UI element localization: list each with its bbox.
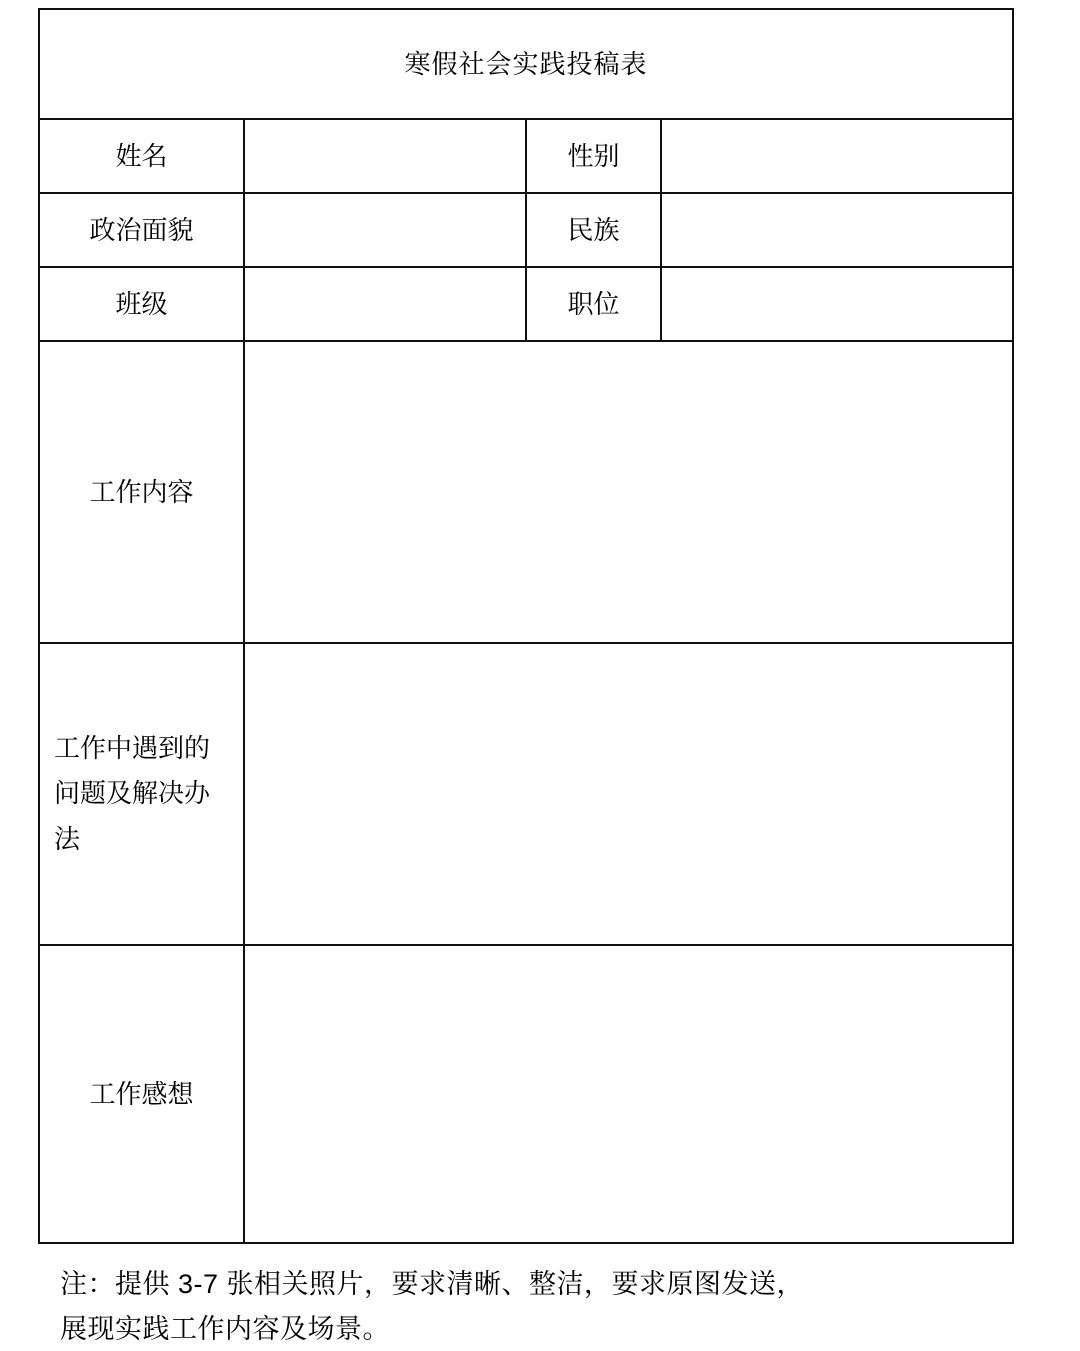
form-note [60, 1262, 1010, 1351]
label-ethnicity: 民族 [526, 193, 661, 267]
table-row-reflections [39, 945, 1013, 1243]
table-row-name-gender [39, 119, 1013, 193]
field-work-content-value[interactable] [244, 341, 1013, 643]
field-name-value[interactable] [244, 119, 526, 193]
label-reflections: 工作感想 [39, 945, 244, 1243]
field-position-value[interactable] [661, 267, 1013, 341]
label-political-status: 政治面貌 [39, 193, 244, 267]
field-political-status-value[interactable] [244, 193, 526, 267]
submission-form-table [38, 8, 1014, 1244]
field-gender-value[interactable] [661, 119, 1013, 193]
label-class: 班级 [39, 267, 244, 341]
table-row-political-ethnicity [39, 193, 1013, 267]
label-problems-solutions-line-3: 法 [54, 823, 81, 854]
label-problems-solutions-line-2: 问题及解决办 [54, 778, 211, 809]
label-name: 姓名 [39, 119, 244, 193]
label-problems-solutions [39, 643, 244, 945]
label-problems-solutions-line-1: 工作中遇到的 [54, 732, 211, 763]
field-class-value[interactable] [244, 267, 526, 341]
field-reflections-value[interactable] [244, 945, 1013, 1243]
label-work-content: 工作内容 [39, 341, 244, 643]
table-row-class-position [39, 267, 1013, 341]
table-row-work-content [39, 341, 1013, 643]
form-title: 寒假社会实践投稿表 [39, 9, 1013, 119]
field-problems-solutions-value[interactable] [244, 643, 1013, 945]
label-position: 职位 [526, 267, 661, 341]
title-row [39, 9, 1013, 119]
field-ethnicity-value[interactable] [661, 193, 1013, 267]
table-row-problems-solutions [39, 643, 1013, 945]
form-note-line-1: 注：提供 3-7 张相关照片，要求清晰、整洁，要求原图发送， [60, 1269, 805, 1299]
form-note-line-2: 展现实践工作内容及场景。 [60, 1313, 390, 1344]
label-gender: 性别 [526, 119, 661, 193]
